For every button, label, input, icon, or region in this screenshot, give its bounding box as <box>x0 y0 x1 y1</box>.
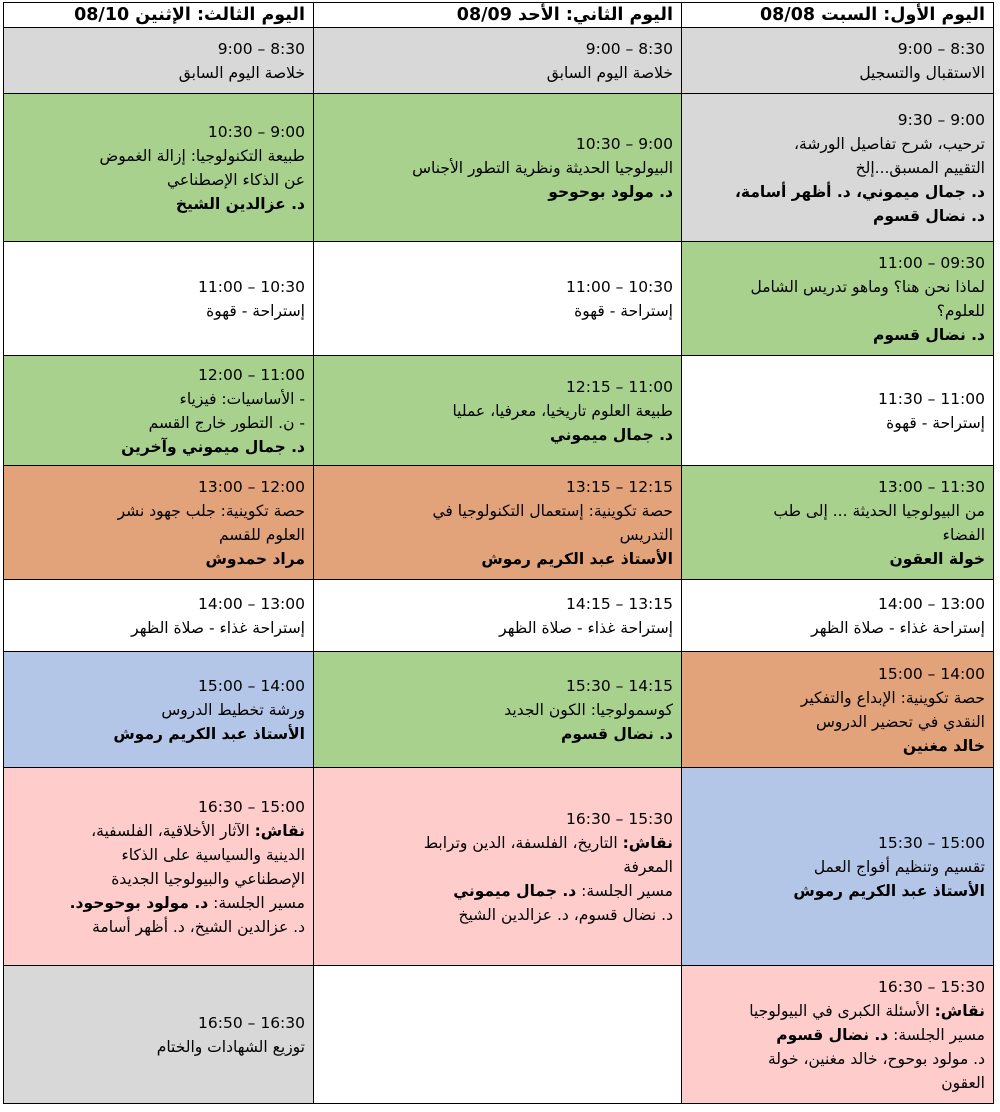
session-time: 8:30 – 9:00 <box>585 39 673 58</box>
session-speaker: مراد حمدوش <box>205 549 305 568</box>
session-cell <box>4 356 314 466</box>
moderator-line <box>12 891 305 915</box>
session-cell <box>682 242 994 356</box>
session-time: 11:00 – 11:30 <box>878 389 985 408</box>
session-cell <box>4 94 314 242</box>
session-time: 15:00 – 16:30 <box>198 797 305 816</box>
session-cell <box>314 94 682 242</box>
session-cell <box>314 242 682 356</box>
moderator-name: د. جمال ميموني <box>453 881 577 900</box>
session-cell <box>682 966 994 1104</box>
session-title: المعرفة <box>623 857 673 876</box>
session-cell <box>314 466 682 580</box>
session-title: حصة تكوينية: إستعمال التكنولوجيا في <box>432 501 673 520</box>
session-cell <box>314 580 682 652</box>
session-title <box>322 831 673 855</box>
session-title <box>690 999 985 1023</box>
schedule-row <box>4 466 994 580</box>
day2-header: اليوم الثاني: الأحد 08/09 <box>314 3 682 28</box>
session-title: كوسمولوجيا: الكون الجديد <box>504 700 673 719</box>
session-time: 13:00 – 14:00 <box>878 594 985 613</box>
session-cell <box>4 242 314 356</box>
session-title: للعلوم؟ <box>936 301 985 320</box>
session-title: - ن. التطور خارج القسم <box>148 413 305 432</box>
session-cell <box>682 466 994 580</box>
panelists: العقون <box>941 1073 985 1092</box>
moderator-label: مسير الجلسة: <box>576 881 673 900</box>
session-time: 8:30 – 9:00 <box>897 39 985 58</box>
session-title: إستراحة - قهوة <box>886 413 985 432</box>
session-time: 9:00 – 9:30 <box>897 110 985 129</box>
session-cell <box>4 466 314 580</box>
moderator-label: مسير الجلسة: <box>888 1025 985 1044</box>
session-speaker: الأستاذ عبد الكريم رموش <box>113 724 305 743</box>
session-title: طبيعة التكنولوجيا: إزالة الغموض <box>99 146 305 165</box>
session-cell <box>4 652 314 768</box>
session-speaker: د. نضال قسوم <box>873 325 985 344</box>
session-title: إستراحة - قهوة <box>206 301 305 320</box>
session-title: خلاصة اليوم السابق <box>546 63 673 82</box>
schedule-row <box>4 94 994 242</box>
schedule-table <box>3 2 994 1104</box>
schedule-row <box>4 966 994 1104</box>
session-cell <box>682 356 994 466</box>
session-cell <box>314 768 682 966</box>
session-time: 16:30 – 16:50 <box>198 1013 305 1032</box>
day3-header: اليوم الثالث: الإثنين 08/10 <box>4 3 314 28</box>
session-title: من البيولوجيا الحديثة ... إلى طب <box>773 501 985 520</box>
session-title: التقييم المسبق...إلخ <box>855 158 985 177</box>
session-speaker: د. مولود بوحوحو <box>548 182 673 201</box>
session-time: 09:30 – 11:00 <box>878 253 985 272</box>
session-time: 14:00 – 15:00 <box>878 664 985 683</box>
session-cell <box>682 580 994 652</box>
session-time: 11:00 – 12:00 <box>198 365 305 384</box>
session-cell <box>4 580 314 652</box>
schedule-row <box>4 28 994 94</box>
session-time: 15:30 – 16:30 <box>566 809 673 828</box>
panelists: د. عزالدين الشيخ، د. أظهر أسامة <box>92 917 305 936</box>
discussion-label: نقاش: <box>934 1001 985 1020</box>
session-title: التدريس <box>619 525 673 544</box>
session-time: 9:00 – 10:30 <box>575 134 673 153</box>
empty-cell <box>314 966 682 1104</box>
session-title: العلوم للقسم <box>218 525 305 544</box>
discussion-label: نقاش: <box>254 821 305 840</box>
session-cell <box>682 768 994 966</box>
session-time: 14:00 – 15:00 <box>198 676 305 695</box>
session-title: خلاصة اليوم السابق <box>178 63 305 82</box>
session-cell <box>4 28 314 94</box>
session-title: طبيعة العلوم تاريخيا، معرفيا، عمليا <box>452 401 673 420</box>
session-title: إستراحة غذاء - صلاة الظهر <box>811 618 985 637</box>
session-title: إستراحة غذاء - صلاة الظهر <box>131 618 305 637</box>
discussion-topic: الأسئلة الكبرى في البيولوجيا <box>749 1001 935 1020</box>
moderator-line <box>690 1023 985 1047</box>
session-title: إستراحة غذاء - صلاة الظهر <box>499 618 673 637</box>
schedule-row <box>4 768 994 966</box>
session-title: عن الذكاء الإصطناعي <box>166 170 305 189</box>
schedule-row <box>4 356 994 466</box>
session-cell <box>682 652 994 768</box>
session-title: الفضاء <box>942 525 985 544</box>
session-title: حصة تكوينية: الإبداع والتفكير <box>800 688 985 707</box>
session-cell <box>682 28 994 94</box>
session-cell <box>314 28 682 94</box>
session-title: تقسيم وتنظيم أفواج العمل <box>813 857 985 876</box>
session-speaker: خولة العقون <box>889 549 985 568</box>
session-title: الاستقبال والتسجيل <box>859 63 985 82</box>
session-title <box>12 819 305 843</box>
session-title: النقدي في تحضير الدروس <box>816 712 985 731</box>
session-time: 13:00 – 14:00 <box>198 594 305 613</box>
session-cell <box>682 94 994 242</box>
session-time: 10:30 – 11:00 <box>198 277 305 296</box>
panelists: د. مولود بوحوح، خالد مغنين، خولة <box>767 1049 985 1068</box>
session-time: 14:15 – 15:30 <box>566 676 673 695</box>
session-title: حصة تكوينية: جلب جهود نشر <box>117 501 305 520</box>
session-time: 15:00 – 15:30 <box>878 833 985 852</box>
session-time: 11:00 – 12:15 <box>566 377 673 396</box>
moderator-line <box>322 879 673 903</box>
discussion-label: نقاش: <box>622 833 673 852</box>
session-cell <box>314 356 682 466</box>
session-time: 8:30 – 9:00 <box>217 39 305 58</box>
session-title: توزيع الشهادات والختام <box>156 1037 305 1056</box>
session-time: 10:30 – 11:00 <box>566 277 673 296</box>
session-speaker: د. نضال قسوم <box>561 724 673 743</box>
session-speaker: الأستاذ عبد الكريم رموش <box>481 549 673 568</box>
session-title: لماذا نحن هنا؟ وماهو تدريس الشامل <box>750 277 985 296</box>
session-cell <box>4 768 314 966</box>
moderator-name: د. مولود بوحوحود. <box>69 893 209 912</box>
session-title: ورشة تخطيط الدروس <box>161 700 305 719</box>
day1-header: اليوم الأول: السبت 08/08 <box>682 3 994 28</box>
session-speaker: د. جمال ميموني <box>549 425 673 444</box>
schedule-row <box>4 652 994 768</box>
moderator-name: د. نضال قسوم <box>776 1025 889 1044</box>
schedule-row <box>4 242 994 356</box>
session-title: - الأساسيات: فيزياء <box>179 389 305 408</box>
session-title: البيولوجيا الحديثة ونظرية التطور الأجناس <box>412 158 673 177</box>
session-title: الإصطناعي والبيولوجيا الجديدة <box>111 869 305 888</box>
panelists: د. نضال قسوم، د. عزالدين الشيخ <box>458 905 673 924</box>
session-title: الدينية والسياسية على الذكاء <box>121 845 305 864</box>
session-speaker: خالد مغنين <box>902 736 985 755</box>
session-title: ترحيب، شرح تفاصيل الورشة، <box>794 134 985 153</box>
schedule-row <box>4 580 994 652</box>
session-time: 11:30 – 13:00 <box>878 477 985 496</box>
moderator-label: مسير الجلسة: <box>208 893 305 912</box>
session-time: 12:00 – 13:00 <box>198 477 305 496</box>
session-speaker: د. نضال قسوم <box>873 206 985 225</box>
session-cell <box>314 652 682 768</box>
session-time: 15:30 – 16:30 <box>878 977 985 996</box>
session-cell <box>4 966 314 1104</box>
session-time: 12:15 – 13:15 <box>566 477 673 496</box>
session-speaker: د. عزالدين الشيخ <box>175 194 305 213</box>
header-row <box>4 3 994 28</box>
session-title: إستراحة - قهوة <box>574 301 673 320</box>
discussion-topic: التاريخ، الفلسفة، الدين وترابط <box>423 833 623 852</box>
session-speaker: الأستاذ عبد الكريم رموش <box>793 881 985 900</box>
session-speaker: د. جمال ميموني وآخرين <box>121 437 305 456</box>
session-time: 9:00 – 10:30 <box>207 122 305 141</box>
discussion-topic: الآثار الأخلاقية، الفلسفية، <box>91 821 255 840</box>
session-time: 13:15 – 14:15 <box>566 594 673 613</box>
session-speaker: د. جمال ميموني، د. أظهر أسامة، <box>735 182 985 201</box>
